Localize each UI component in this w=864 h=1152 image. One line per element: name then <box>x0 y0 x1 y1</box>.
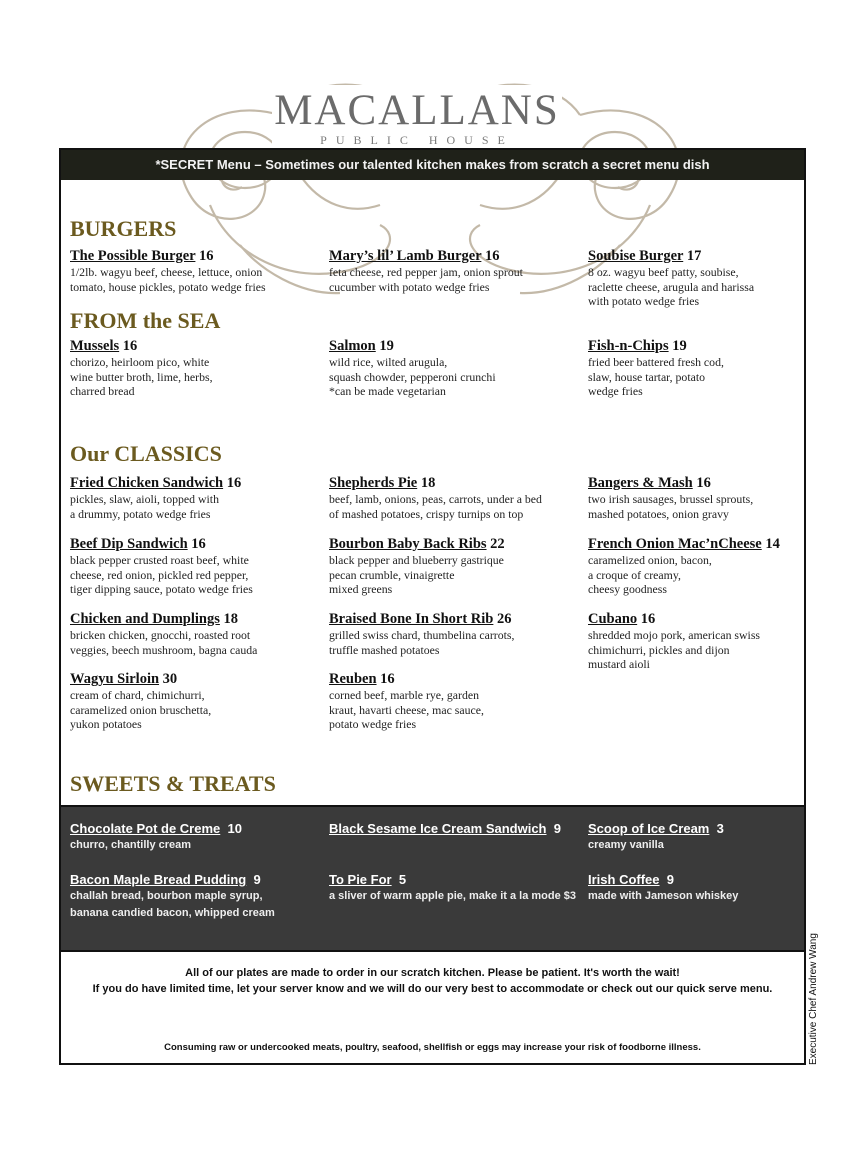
menu-item <box>70 248 310 294</box>
item-name: Chicken and Dumplings <box>70 611 220 627</box>
item-name: French Onion Mac’nCheese <box>588 536 762 552</box>
brand-name: MACALLANS <box>274 87 560 134</box>
sweets-panel <box>61 805 804 952</box>
menu-item <box>329 475 584 521</box>
menu-item <box>588 611 828 672</box>
item-desc: beef, lamb, onions, peas, carrots, under a bed of mashed potatoes, crispy turnips on top <box>329 492 542 521</box>
item-desc: bricken chicken, gnocchi, roasted root veggies, beech mushroom, bagna cauda <box>70 628 258 657</box>
item-name: Salmon <box>329 338 376 354</box>
menu-item <box>588 871 798 905</box>
item-price: 16 <box>485 248 500 264</box>
item-price: 9 <box>253 872 261 887</box>
item-price: 18 <box>420 475 436 491</box>
item-desc: a sliver of warm apple pie, make it a la mode $3 <box>329 890 576 902</box>
item-name: To Pie For <box>329 872 392 887</box>
item-price: 16 <box>640 611 656 627</box>
menu-item <box>70 475 310 521</box>
menu-item <box>70 536 310 597</box>
item-name: Mary’s lil’ Lamb Burger <box>329 248 482 264</box>
item-name: Soubise Burger <box>588 248 684 264</box>
item-desc: wild rice, wilted arugula, squash chowder, pepperoni crunchi *can be made vegetarian <box>329 355 496 398</box>
item-name: Bourbon Baby Back Ribs <box>329 536 487 552</box>
item-price: 16 <box>122 338 138 354</box>
item-price: 14 <box>765 536 780 552</box>
menu-frame <box>59 148 806 1065</box>
item-price: 16 <box>380 671 395 687</box>
menu-item <box>70 820 325 854</box>
item-name: Braised Bone In Short Rib <box>329 611 494 627</box>
item-price: 9 <box>666 872 674 887</box>
menu-item <box>70 338 310 399</box>
secret-menu-banner: *SECRET Menu – Sometimes our talented kitchen makes from scratch a secret menu dish <box>61 150 804 180</box>
menu-item <box>329 338 569 399</box>
item-desc: 1/2lb. wagyu beef, cheese, lettuce, onion tomato, house pickles, potato wedge fries <box>70 265 266 294</box>
item-desc: black pepper and blueberry gastrique pecan crumble, vinaigrette mixed greens <box>329 553 504 596</box>
menu-item <box>329 248 569 294</box>
menu-item <box>329 671 569 732</box>
food-safety-warning: Consuming raw or undercooked meats, poultry, seafood, shellfish or eggs may increase your risk of foodborne illness. <box>164 1042 701 1053</box>
footer-line-2: If you do have limited time, let your server know and we will do our very best to accommodate or check out our quick serve menu. <box>92 983 773 995</box>
item-name: Bangers & Mash <box>588 475 693 491</box>
brand-subtitle: PUBLIC HOUSE <box>320 133 514 147</box>
item-price: 16 <box>199 248 214 264</box>
item-name: Shepherds Pie <box>329 475 418 491</box>
item-desc: chorizo, heirloom pico, white wine butter broth, lime, herbs, charred bread <box>70 355 213 398</box>
menu-item <box>70 871 325 922</box>
chef-credit: Executive Chef Andrew Wang <box>808 933 819 1065</box>
item-price: 16 <box>191 536 206 552</box>
item-name: The Possible Burger <box>70 248 196 264</box>
item-name: Beef Dip Sandwich <box>70 536 188 552</box>
menu-item <box>329 820 584 837</box>
item-name: Mussels <box>70 338 120 354</box>
item-name: Scoop of Ice Cream <box>588 821 710 836</box>
item-price: 10 <box>227 821 242 836</box>
menu-item <box>70 671 310 732</box>
section-title-sweets: SWEETS & TREATS <box>70 771 276 796</box>
menu-item <box>70 611 310 657</box>
menu-item <box>329 871 584 905</box>
menu-item <box>588 536 828 597</box>
item-name: Irish Coffee <box>588 872 660 887</box>
footer-notes <box>61 965 804 997</box>
menu-item <box>588 820 798 854</box>
brand-logo <box>272 85 562 149</box>
menu-item <box>588 475 828 521</box>
item-name: Black Sesame Ice Cream Sandwich <box>329 821 547 836</box>
item-desc: grilled swiss chard, thumbelina carrots, truffle mashed potatoes <box>329 628 515 657</box>
item-name: Chocolate Pot de Creme <box>70 821 221 836</box>
item-price: 5 <box>398 872 407 887</box>
item-desc: black pepper crusted roast beef, white cheese, red onion, pickled red pepper, tiger dipping sauce, potato wedge fries <box>70 553 253 596</box>
menu-item <box>329 536 569 597</box>
menu-item <box>588 338 828 399</box>
item-name: Reuben <box>329 671 377 687</box>
item-desc: challah bread, bourbon maple syrup, banana candied bacon, whipped cream <box>70 890 275 919</box>
item-price: 16 <box>226 475 242 491</box>
item-desc: 8 oz. wagyu beef patty, soubise, raclette cheese, arugula and harissa with potato wedge fries <box>588 265 755 308</box>
item-name: Bacon Maple Bread Pudding <box>70 872 247 887</box>
item-desc: shredded mojo pork, american swiss chimichurri, pickles and dijon mustard aioli <box>588 628 760 671</box>
section-title-burgers: BURGERS <box>70 216 177 241</box>
item-price: 22 <box>490 536 505 552</box>
item-desc: pickles, slaw, aioli, topped with a drummy, potato wedge fries <box>70 492 219 521</box>
item-desc: corned beef, marble rye, garden kraut, havarti cheese, mac sauce, potato wedge fries <box>329 688 484 731</box>
item-price: 18 <box>223 611 239 627</box>
item-desc: cream of chard, chimichurri, caramelized onion bruschetta, yukon potatoes <box>70 688 212 731</box>
item-desc: made with Jameson whiskey <box>588 890 739 902</box>
item-price: 9 <box>553 821 561 836</box>
item-price: 26 <box>497 611 512 627</box>
item-desc: creamy vanilla <box>588 839 664 851</box>
item-price: 17 <box>686 248 702 264</box>
item-price: 30 <box>162 671 178 687</box>
item-price: 19 <box>379 338 394 354</box>
item-name: Wagyu Sirloin <box>70 671 160 687</box>
section-title-classics: Our CLASSICS <box>70 441 222 466</box>
item-price: 16 <box>696 475 711 491</box>
item-name: Cubano <box>588 611 638 627</box>
item-desc: feta cheese, red pepper jam, onion sprout cucumber with potato wedge fries <box>329 265 523 294</box>
item-desc: caramelized onion, bacon, a croque of creamy, cheesy goodness <box>588 553 712 596</box>
menu-item <box>588 248 828 309</box>
item-price: 19 <box>672 338 687 354</box>
item-name: Fried Chicken Sandwich <box>70 475 224 491</box>
item-name: Fish-n-Chips <box>588 338 669 354</box>
item-desc: two irish sausages, brussel sprouts, mashed potatoes, onion gravy <box>588 492 754 521</box>
item-desc: fried beer battered fresh cod, slaw, house tartar, potato wedge fries <box>588 355 724 398</box>
section-title-sea: FROM the SEA <box>70 308 221 333</box>
menu-item <box>329 611 569 657</box>
footer-line-1: All of our plates are made to order in our scratch kitchen. Please be patient. It's worth the wait! <box>185 967 680 979</box>
item-desc: churro, chantilly cream <box>70 839 192 851</box>
item-price: 3 <box>716 821 724 836</box>
